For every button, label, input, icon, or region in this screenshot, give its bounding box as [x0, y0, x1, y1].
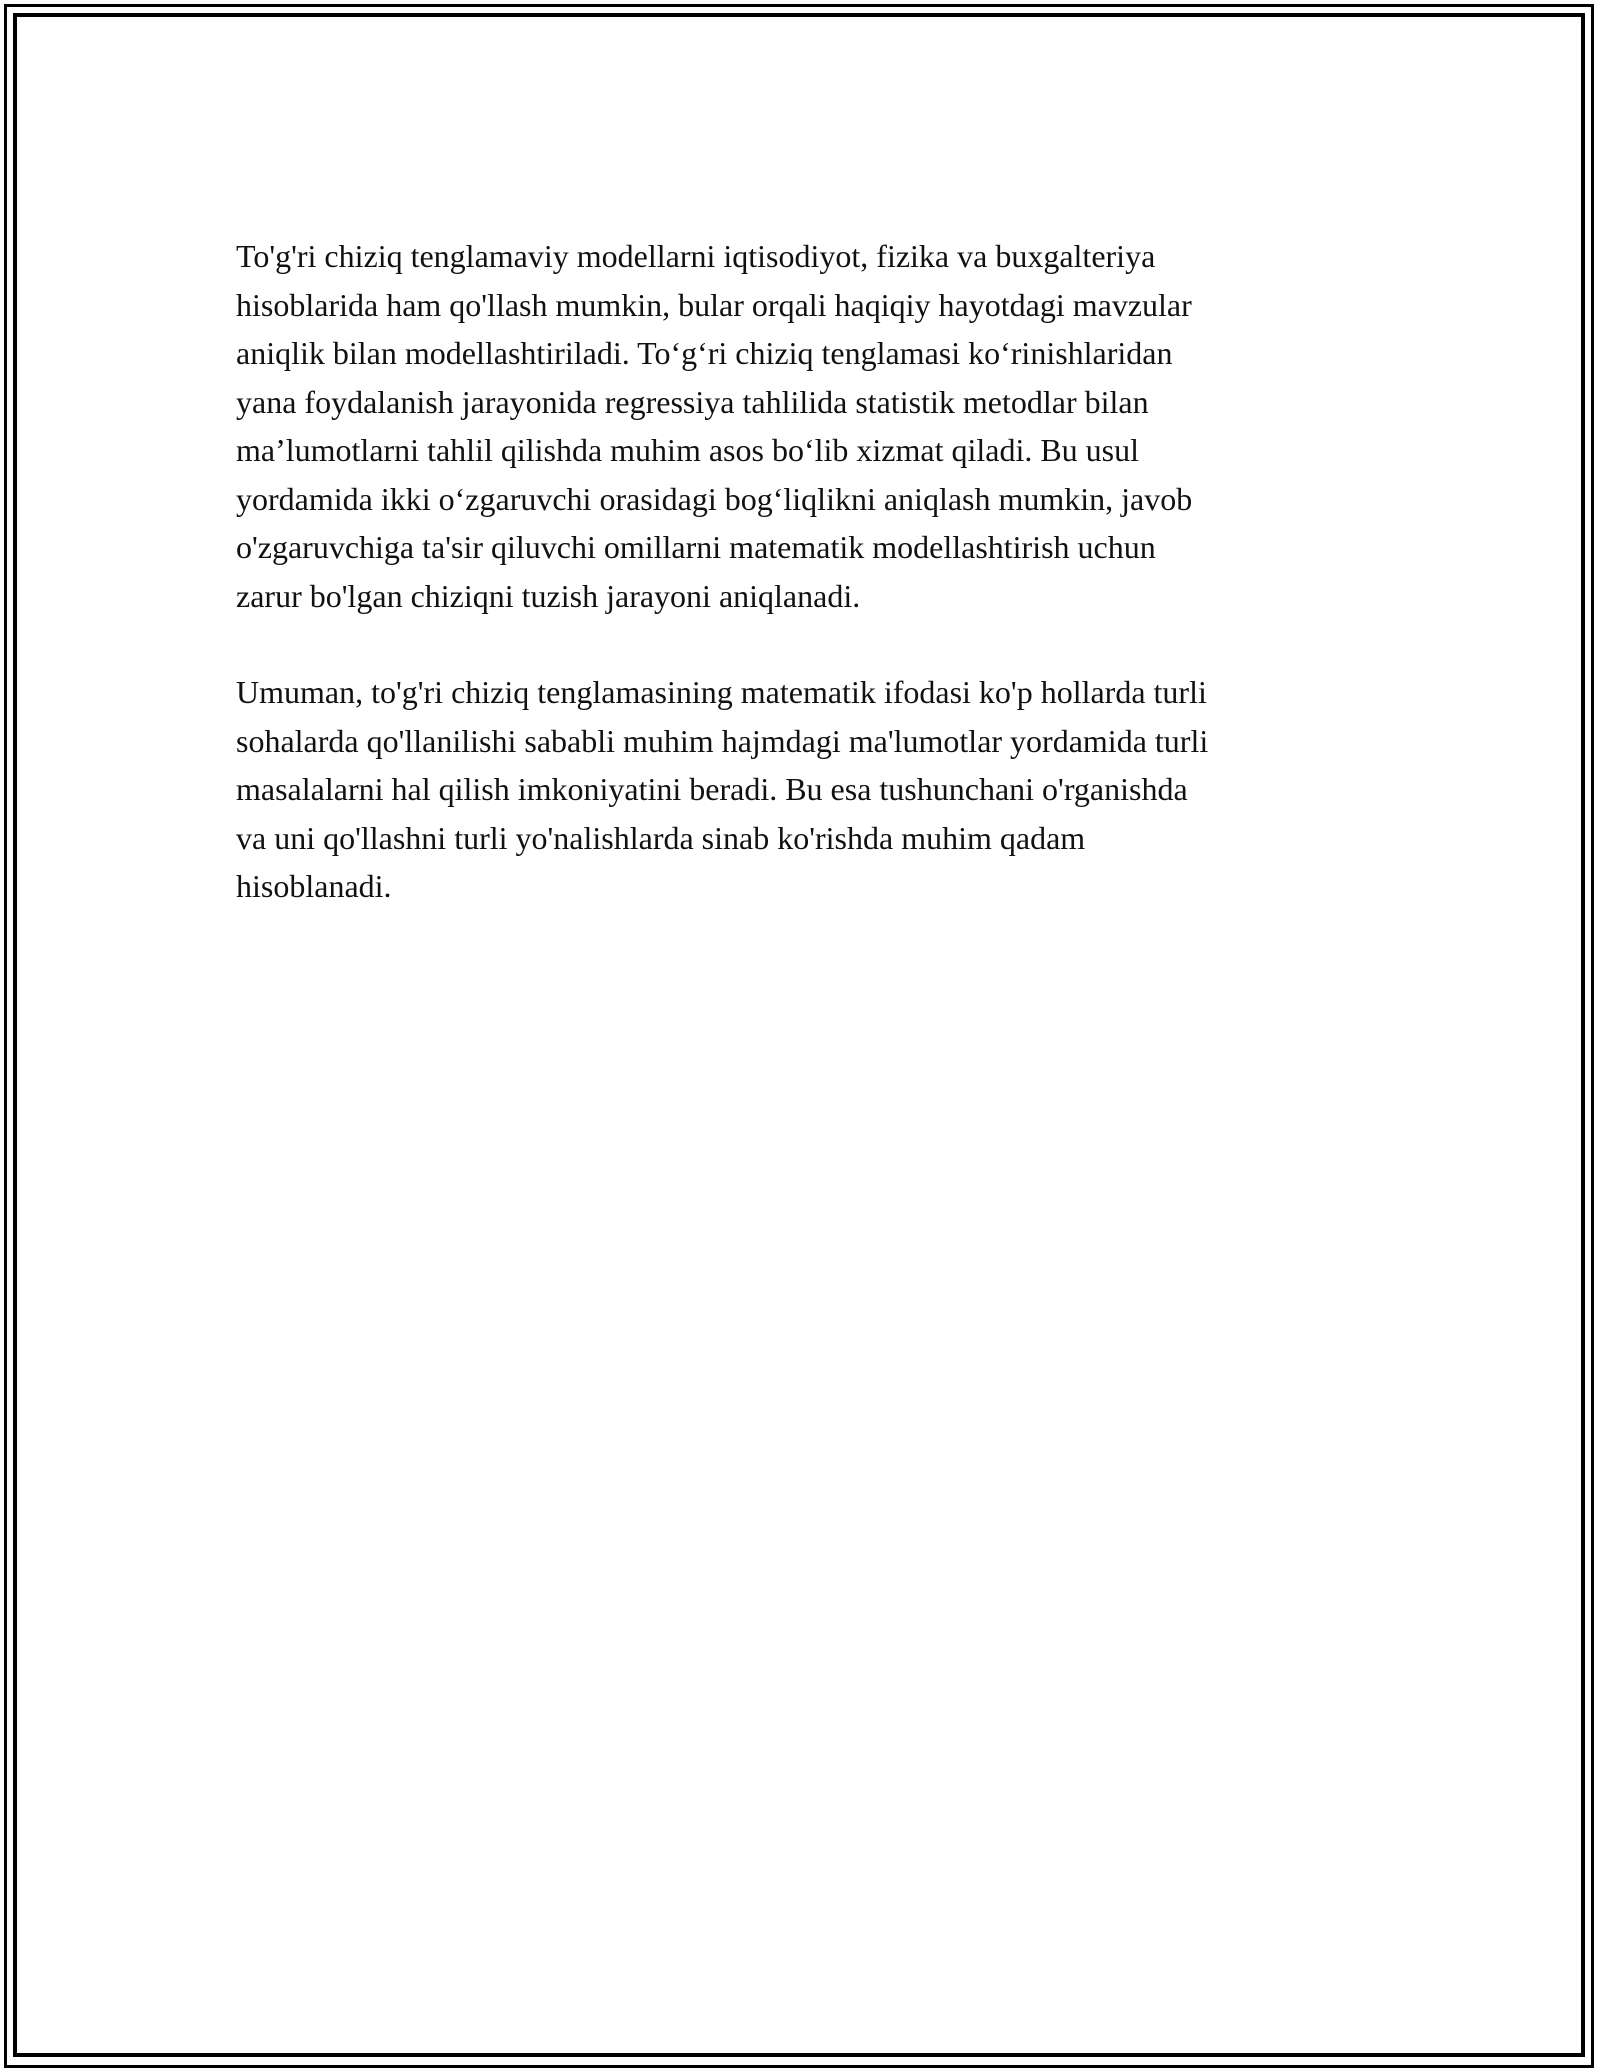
paragraph-line: hisoblarida ham qo'llash mumkin, bular orqali haqiqiy hayotdagi mavzular [236, 286, 1192, 323]
paragraph-line: zarur bo'lgan chiziqni tuzish jarayoni aniqlanadi. [236, 577, 861, 614]
paragraph-line: To'g'ri chiziq tenglamaviy modellarni iqtisodiyot, fizika va buxgalteriya [236, 238, 1156, 274]
paragraph-line: yana foydalanish jarayonida regressiya tahlilida statistik metodlar bilan [236, 383, 1149, 420]
paragraph-1 [236, 232, 1376, 620]
paragraph-line: va uni qo'llashni turli yo'nalishlarda sinab ko'rishda muhim qadam [236, 819, 1086, 856]
document-body [236, 232, 1376, 959]
paragraph-line: sohalarda qo'llanilishi sababli muhim hajmdagi ma'lumotlar yordamida turli [236, 722, 1209, 759]
paragraph-2 [236, 668, 1376, 911]
paragraph-line: Umuman, to'g'ri chiziq tenglamasining matematik ifodasi ko'p hollarda turli [236, 674, 1207, 710]
paragraph-line: yordamida ikki o‘zgaruvchi orasidagi bog‘liqlikni aniqlash mumkin, javob [236, 480, 1193, 517]
paragraph-line: o'zgaruvchiga ta'sir qiluvchi omillarni matematik modellashtirish uchun [236, 529, 1156, 565]
paragraph-line: aniqlik bilan modellashtiriladi. To‘g‘ri chiziq tenglamasi ko‘rinishlaridan [236, 335, 1173, 371]
paragraph-line: masalalarni hal qilish imkoniyatini beradi. Bu esa tushunchani o'rganishda [236, 771, 1188, 807]
paragraph-line: hisoblanadi. [236, 868, 392, 904]
paragraph-line: ma’lumotlarni tahlil qilishda muhim asos bo‘lib xizmat qiladi. Bu usul [236, 432, 1140, 468]
